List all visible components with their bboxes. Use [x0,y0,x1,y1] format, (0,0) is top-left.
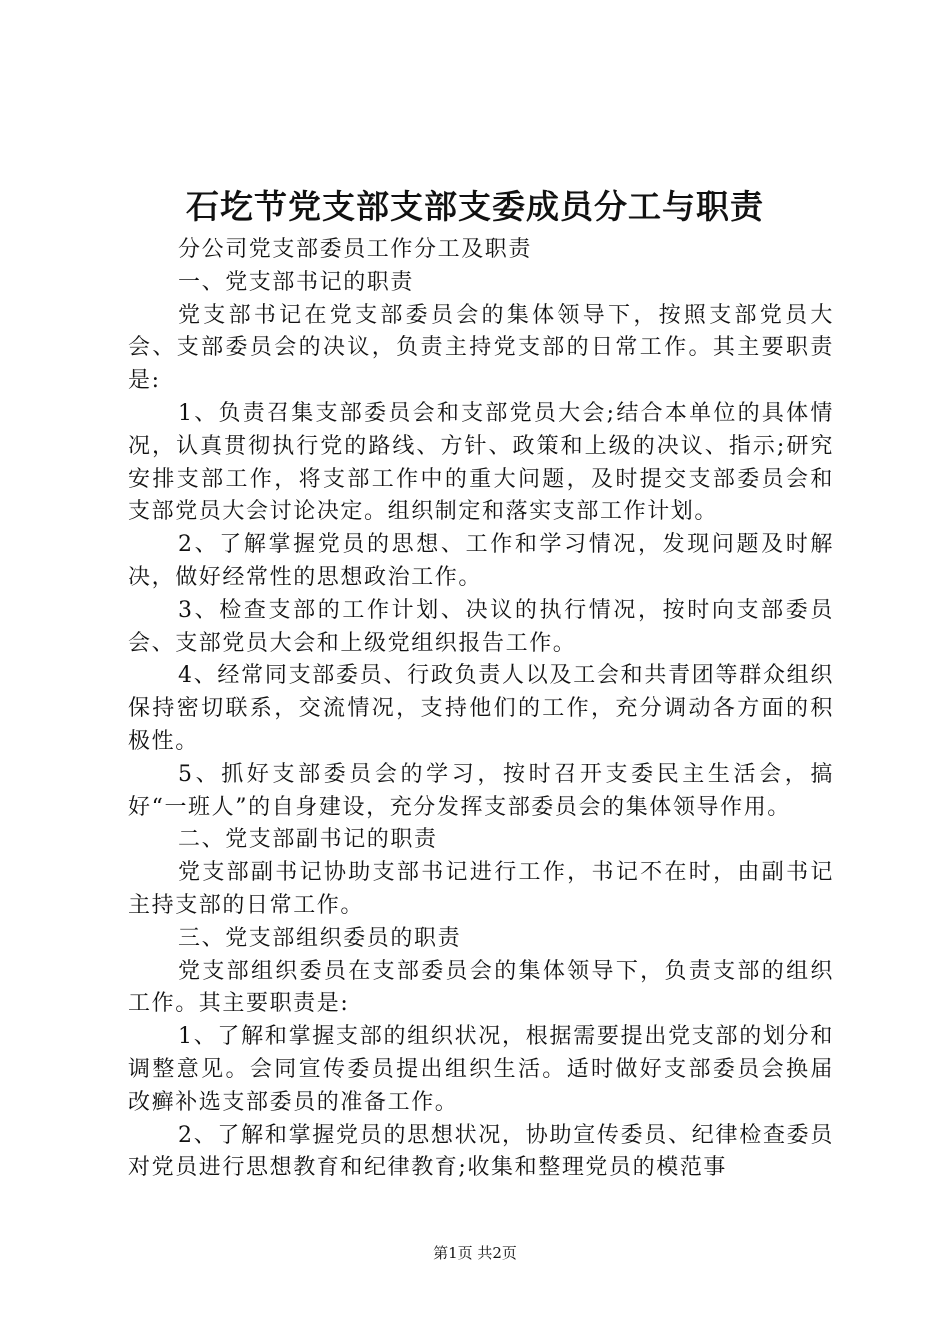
list-item: 1、负责召集支部委员会和支部党员大会;结合本单位的具体情况，认真贯彻执行党的路线、方针、政策和上级的决议、指示;研究安排支部工作，将支部工作中的重大问题，及时提交支部委员会和支部党员大会讨论决定。组织制定和落实支部工作计划。 [128,400,834,525]
section-heading: 一、党支部书记的职责 [178,269,415,295]
list-item: 5、抓好支部委员会的学习，按时召开支委民主生活会，搞好“一班人”的自身建设，充分发挥支部委员会的集体领导作用。 [128,761,834,820]
list-item: 1、了解和掌握支部的组织状况，根据需要提出党支部的划分和调整意见。会同宣传委员提出组织生活。适时做好支部委员会换届改癣补选支部委员的准备工作。 [128,1024,834,1115]
document-title: 石圪节党支部支部支委成员分工与职责 [186,187,764,226]
page-footer: 第1页 共2页 [433,1244,517,1262]
section-heading: 二、党支部副书记的职责 [178,827,438,853]
paragraph: 党支部副书记协助支部书记进行工作，书记不在时，由副书记主持支部的日常工作。 [128,860,834,918]
list-item: 4、经常同支部委员、行政负责人以及工会和共青团等群众组织保持密切联系，交流情况，支持他们的工作，充分调动各方面的积极性。 [128,663,834,754]
paragraph: 党支部书记在党支部委员会的集体领导下，按照支部党员大会、支部委员会的决议，负责主持党支部的日常工作。其主要职责是: [128,302,834,394]
section-heading: 三、党支部组织委员的职责 [178,925,462,951]
paragraph: 分公司党支部委员工作分工及职责 [178,237,533,262]
list-item: 3、检查支部的工作计划、决议的执行情况，按时向支部委员会、支部党员大会和上级党组织报告工作。 [128,597,834,656]
paragraph: 党支部组织委员在支部委员会的集体领导下，负责支部的组织工作。其主要职责是: [128,958,834,1017]
document-body [128,234,834,1185]
list-item: 2、了解和掌握党员的思想状况，协助宣传委员、纪律检查委员对党员进行思想教育和纪律教育;收集和整理党员的模范事 [128,1122,834,1181]
list-item: 2、了解掌握党员的思想、工作和学习情况，发现问题及时解决，做好经常性的思想政治工作。 [128,532,834,590]
